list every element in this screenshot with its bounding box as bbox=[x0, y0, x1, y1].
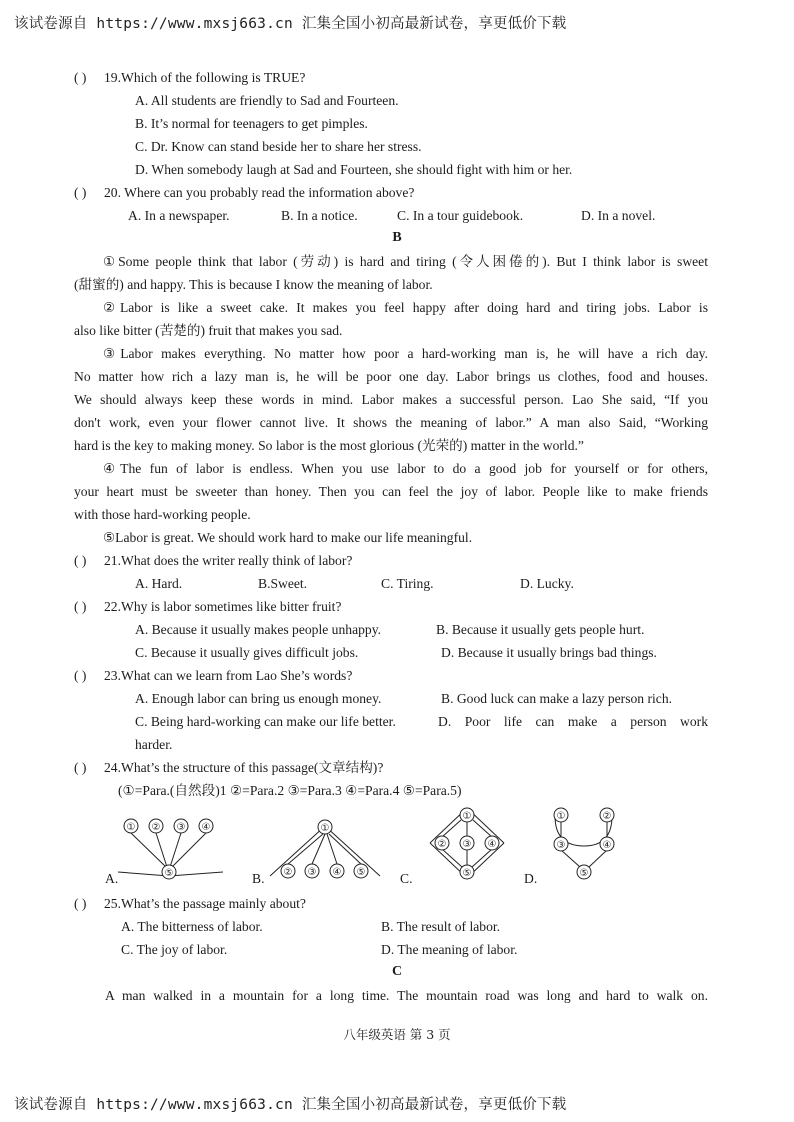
passage-p1-line2: (甜蜜的) and happy. This is because I know the meaning of labor. bbox=[74, 277, 433, 292]
source-banner-top: 该试卷源自 https://www.mxsj663.cn 汇集全国小初高最新试卷，享更低价下载 bbox=[14, 16, 567, 32]
diagram-d-label-3: ③ bbox=[556, 840, 566, 851]
passage-p2-line1: ②Labor is like a sweet cake. It makes you feel happy after doing hard and tiring jobs. Labor is bbox=[103, 300, 708, 315]
q24-stem: 24.What’s the structure of this passage(文章结构)? bbox=[104, 760, 384, 775]
q23-stem: 23.What can we learn from Lao She’s words? bbox=[104, 668, 353, 683]
diagram-c-label-5: ⑤ bbox=[462, 868, 472, 879]
diagram-d-label-2: ② bbox=[602, 811, 612, 822]
q19-option-b: B. It’s normal for teenagers to get pimples. bbox=[135, 116, 368, 131]
q23-option-d-line2: harder. bbox=[135, 737, 173, 752]
q25-option-b: B. The result of labor. bbox=[381, 919, 501, 934]
q25-option-d: D. The meaning of labor. bbox=[381, 942, 518, 957]
q20-option-c: C. In a tour guidebook. bbox=[397, 208, 524, 223]
answer-blank-25[interactable]: ( ) bbox=[74, 896, 87, 911]
diagram-c-label-3: ③ bbox=[462, 839, 472, 850]
diagram-c-label-2: ② bbox=[437, 839, 447, 850]
q24-option-c-label: C. bbox=[400, 871, 413, 886]
diagram-a-label-1: ① bbox=[126, 822, 136, 833]
q19-stem: 19.Which of the following is TRUE? bbox=[104, 70, 306, 85]
q23-option-b: B. Good luck can make a lazy person rich. bbox=[441, 691, 673, 706]
diagram-d-label-1: ① bbox=[556, 811, 566, 822]
diagram-c-label-4: ④ bbox=[487, 839, 497, 850]
q25-option-c: C. The joy of labor. bbox=[121, 942, 228, 957]
passage-p3-line4: don't work, even your flower cannot live. It shows the meaning of labor.” A man also Said, “Working bbox=[74, 415, 708, 430]
passage-p5-line1: ⑤Labor is great. We should work hard to make our life meaningful. bbox=[103, 530, 473, 545]
passage-p3-line3: We should always keep these words in mind. Labor makes a successful person. Lao She said, “If you bbox=[74, 392, 708, 407]
passage-p3-line1: ③Labor makes everything. No matter how poor a hard-working man is, he will have a rich day. bbox=[103, 346, 708, 361]
passage-p3-line5: hard is the key to making money. So labor is the most glorious (光荣的) matter in the world.” bbox=[74, 438, 584, 453]
q21-option-b: B.Sweet. bbox=[258, 576, 308, 591]
q20-stem: 20. Where can you probably read the information above? bbox=[104, 185, 415, 200]
passage-p3-line2: No matter how rich a lazy man is, he will be poor one day. Labor brings us clothes, food and houses. bbox=[74, 369, 708, 384]
passage-p1-line1: ①Some people think that labor (劳动) is hard and tiring (令人困倦的). But I think labor is sweet bbox=[103, 254, 708, 269]
diagram-d-label-4: ④ bbox=[602, 840, 612, 851]
diagram-b-label-3: ③ bbox=[307, 867, 317, 878]
q25-stem: 25.What’s the passage mainly about? bbox=[104, 896, 306, 911]
section-c-heading: C bbox=[391, 964, 403, 979]
q21-option-c: C. Tiring. bbox=[381, 576, 434, 591]
q22-option-c: C. Because it usually gives difficult jobs. bbox=[135, 645, 359, 660]
answer-blank-20[interactable]: ( ) bbox=[74, 185, 87, 200]
diagram-b-label-5: ⑤ bbox=[356, 867, 366, 878]
q19-option-a: A. All students are friendly to Sad and Fourteen. bbox=[135, 93, 399, 108]
q22-option-b: B. Because it usually gets people hurt. bbox=[436, 622, 645, 637]
diagram-b-label-4: ④ bbox=[332, 867, 342, 878]
page-footer: 八年级英语 第 3 页 bbox=[343, 1027, 451, 1042]
diagram-b-label-1: ① bbox=[320, 823, 330, 834]
q24-legend: (①=Para.(自然段)1 ②=Para.2 ③=Para.3 ④=Para.4 ⑤=Para.5) bbox=[118, 783, 462, 798]
passage-p4-line2: your heart must be sweeter than honey. Then you can feel the joy of labor. People like to make friends bbox=[74, 484, 708, 499]
passage-p4-line3: with those hard-working people. bbox=[74, 507, 251, 522]
answer-blank-22[interactable]: ( ) bbox=[74, 599, 87, 614]
q24-option-b-label: B. bbox=[252, 871, 265, 886]
q23-option-a: A. Enough labor can bring us enough money. bbox=[135, 691, 382, 706]
answer-blank-19[interactable]: ( ) bbox=[74, 70, 87, 85]
diagram-a-label-2: ② bbox=[151, 822, 161, 833]
passage-p4-line1: ④The fun of labor is endless. When you use labor to do a good job for yourself or for others, bbox=[103, 461, 708, 476]
q22-option-d: D. Because it usually brings bad things. bbox=[441, 645, 657, 660]
structure-diagrams bbox=[0, 806, 794, 896]
diagram-a-label-5: ⑤ bbox=[164, 868, 174, 879]
q20-option-d: D. In a novel. bbox=[581, 208, 656, 223]
q23-option-c: C. Being hard-working can make our life better. bbox=[135, 714, 396, 729]
q19-option-c: C. Dr. Know can stand beside her to share her stress. bbox=[135, 139, 422, 154]
q20-option-a: A. In a newspaper. bbox=[128, 208, 230, 223]
q22-stem: 22.Why is labor sometimes like bitter fruit? bbox=[104, 599, 342, 614]
q22-option-a: A. Because it usually makes people unhappy. bbox=[135, 622, 382, 637]
diagram-b-label-2: ② bbox=[283, 867, 293, 878]
diagram-a-label-4: ④ bbox=[201, 822, 211, 833]
q21-option-a: A. Hard. bbox=[135, 576, 183, 591]
q19-option-d: D. When somebody laugh at Sad and Fourteen, she should fight with him or her. bbox=[135, 162, 573, 177]
diagram-c-label-1: ① bbox=[462, 811, 472, 822]
q21-option-d: D. Lucky. bbox=[520, 576, 574, 591]
q24-option-d-label: D. bbox=[524, 871, 538, 886]
passage-p2-line2: also like bitter (苦楚的) fruit that makes you sad. bbox=[74, 323, 343, 338]
q24-option-a-label: A. bbox=[105, 871, 119, 886]
q21-stem: 21.What does the writer really think of labor? bbox=[104, 553, 353, 568]
answer-blank-24[interactable]: ( ) bbox=[74, 760, 87, 775]
source-banner-bottom: 该试卷源自 https://www.mxsj663.cn 汇集全国小初高最新试卷，享更低价下载 bbox=[14, 1097, 567, 1113]
q20-option-b: B. In a notice. bbox=[281, 208, 358, 223]
q23-option-d-line1: D. Poor life can make a person work bbox=[438, 714, 708, 729]
diagram-d-label-5: ⑤ bbox=[579, 868, 589, 879]
answer-blank-21[interactable]: ( ) bbox=[74, 553, 87, 568]
passage-c-line1: A man walked in a mountain for a long time. The mountain road was long and hard to walk on. bbox=[105, 988, 708, 1003]
diagram-a-label-3: ③ bbox=[176, 822, 186, 833]
answer-blank-23[interactable]: ( ) bbox=[74, 668, 87, 683]
section-b-heading: B bbox=[392, 230, 402, 245]
q25-option-a: A. The bitterness of labor. bbox=[121, 919, 263, 934]
